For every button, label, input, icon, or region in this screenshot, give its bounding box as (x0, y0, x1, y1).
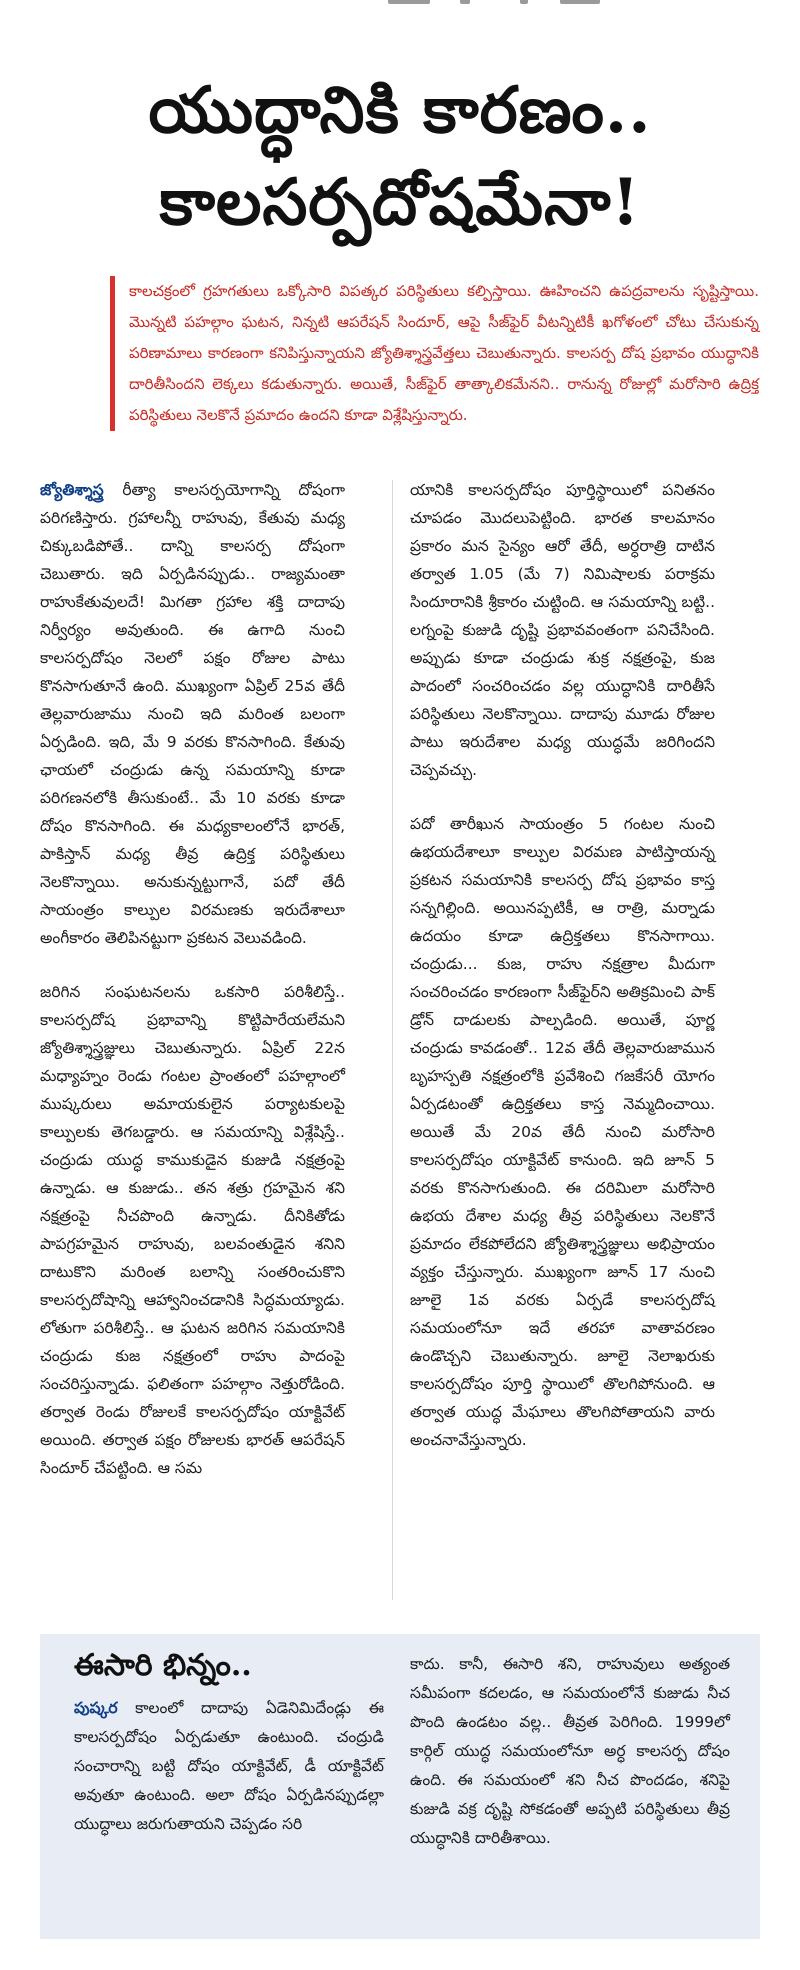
headline (40, 65, 760, 249)
column-divider (392, 480, 393, 1600)
article-column-right (410, 476, 715, 1454)
headline-line-2: కాలసర్పదోషమేనా! (159, 165, 641, 241)
article-column-left (40, 476, 345, 1482)
box-column-left (74, 1694, 384, 1839)
top-mark (388, 0, 430, 4)
paragraph: జరిగిన సంఘటనలను ఒకసారి పరిశీలిస్తే.. కాలసర్పదోష ప్రభావాన్ని కొట్టిపారేయలేమని జ్యోతిశ్శాస్త్రజ్ఞులు చెబుతున్నారు. ఏప్రిల్ 22న మధ్యాహ్నం రెండు గంటల ప్రాంతంలో పహల్గాంలో ముష్కరులు అమాయకులైన పర్యాటకులపై కాల్పులకు తెగబడ్డారు. ఆ సమయాన్ని విశ్లేషిస్తే.. చంద్రుడు యుద్ధ కాముకుడైన కుజుడి నక్షత్రంపై ఉన్నాడు. ఆ కుజుడు.. తన శత్రు గ్రహమైన శని నక్షత్రంపై నీచపొంది ఉన్నాడు. దీనికితోడు పాపగ్రహమైన రాహువు, బలవంతుడైన శనిని దాటుకొని మరింత బలాన్ని సంతరించుకొని కాలసర్పదోషాన్ని ఆహ్వానించడానికి సిద్ధమయ్యాడు. లోతుగా పరిశీలిస్తే.. ఆ ఘటన జరిగిన సమయానికి చంద్రుడు కుజ నక్షత్రంలో రాహు పాదంపై సంచరిస్తున్నాడు. ఫలితంగా పహల్గాం నెత్తురోడింది. తర్వాత రెండు రోజులకే కాలసర్పదోషం యాక్టివేట్ అయింది. తర్వాత పక్షం రోజులకు భారత్ ఆపరేషన్ సిందూర్ చేపట్టింది. ఆ సమ (40, 983, 345, 1477)
paragraph-text: కాలంలో దాదాపు ఏడెనిమిదేండ్లు ఈ కాలసర్పదోషం ఏర్పడుతూ ఉంటుంది. చంద్రుడి సంచారాన్ని బట్టి దోషం యాక్టివేట్, డీ యాక్టివేట్ అవుతూ ఉంటుంది. అలా దోషం ఏర్పడినప్పుడల్లా యుద్ధాలు జరుగుతాయని చెప్పడం సరి (74, 1699, 384, 1833)
headline-line-1: యుద్ధానికి కారణం.. (148, 73, 652, 149)
paragraph: యానికి కాలసర్పదోషం పూర్తిస్థాయిలో పనితనం చూపడం మొదలుపెట్టింది. భారత కాలమానం ప్రకారం మన సైన్యం ఆరో తేదీ, అర్ధరాత్రి దాటిన తర్వాత 1.05 (మే 7) నిమిషాలకు పరాక్రమ సిందూరానికి శ్రీకారం చుట్టింది. ఆ సమయాన్ని బట్టి.. లగ్నంపై కుజుడి దృష్టి ప్రభావవంతంగా పనిచేసింది. అప్పుడు కూడా చంద్రుడు శుక్ర నక్షత్రంపై, కుజ పాదంలో సంచరించడం వల్ల యుద్ధానికి దారితీసే పరిస్థితులు నెలకొన్నాయి. దాదాపు మూడు రోజుల పాటు ఇరుదేశాల మధ్య యుద్ధమే జరిగిందని చెప్పవచ్చు. (410, 481, 715, 779)
top-mark (460, 0, 470, 4)
lead-word: పుష్కర (74, 1699, 118, 1717)
box-column-right: కాదు. కానీ, ఈసారి శని, రాహువులు అత్యంత సమీపంగా కదలడం, ఆ సమయంలోనే కుజుడు నీచ పొంది ఉండటం వల్ల.. తీవ్రత పెరిగింది. 1999లో కార్గిల్ యుద్ధ సమయంలోనూ అర్ధ కాలసర్ప దోషం ఉంది. ఈ సమయంలో శని నీచ పొందడం, శనిపై కుజుడి వక్ర దృష్టి సోకడంతో అప్పటి పరిస్థితులు తీవ్ర యుద్ధానికి దారితీశాయి. (410, 1655, 730, 1847)
paragraph-text: రీత్యా కాలసర్పయోగాన్ని దోషంగా పరిగణిస్తారు. గ్రహాలన్నీ రాహువు, కేతువు మధ్య చిక్కుబడిపోతే.. దాన్ని కాలసర్ప దోషంగా చెబుతారు. ఇది ఏర్పడినప్పుడు.. రాజ్యమంతా రాహుకేతువులదే! మిగతా గ్రహాల శక్తి దాదాపు నిర్వీర్యం అవుతుంది. ఈ ఉగాది నుంచి కాలసర్పదోషం నెలలో పక్షం రోజుల పాటు కొనసాగుతూనే ఉంది. ముఖ్యంగా ఏప్రిల్ 25వ తేదీ తెల్లవారుజాము నుంచి ఇది మరింత బలంగా ఏర్పడింది. ఇది, మే 9 వరకు కొనసాగింది. కేతువు ఛాయలో చంద్రుడు ఉన్న సమయాన్ని కూడా పరిగణనలోకి తీసుకుంటే.. మే 10 వరకు కూడా దోషం కొనసాగింది. ఈ మధ్యకాలంలోనే భారత్, పాకిస్తాన్ మధ్య తీవ్ర ఉద్రిక్త పరిస్థితులు నెలకొన్నాయి. అనుకున్నట్టుగానే, పదో తేదీ సాయంత్రం కాల్పుల విరమణకు ఇరుదేశాలూ అంగీకారం తెలిపినట్టుగా ప్రకటన వెలువడింది. (40, 481, 345, 947)
top-strip (0, 0, 800, 8)
top-mark (520, 0, 528, 4)
lead-word: జ్యోతిశ్శాస్త్ర (40, 481, 104, 499)
top-mark (560, 0, 600, 4)
paragraph (40, 476, 345, 952)
box-title: ఈసారి భిన్నం.. (74, 1648, 252, 1683)
paragraph: పదో తారీఖున సాయంత్రం 5 గంటల నుంచి ఉభయదేశాలూ కాల్పుల విరమణ పాటిస్తాయన్న ప్రకటన సమయానికి కాలసర్ప దోష ప్రభావం కాస్త సన్నగిల్లింది. అయినప్పటికీ, ఆ రాత్రి, మర్నాడు ఉదయం కూడా ఉద్రిక్తతలు కొనసాగాయి. చంద్రుడు... కుజ, రాహు నక్షత్రాల మీదుగా సంచరించడం కారణంగా సీజ్‌ఫైర్‌ని అతిక్రమించి పాక్ డ్రోన్ దాడులకు పాల్పడింది. అయితే, పూర్ణ చంద్రుడు కావడంతో.. 12వ తేదీ తెల్లవారుజామున బృహస్పతి నక్షత్రంలోకి ప్రవేశించి గజకేసరీ యోగం ఏర్పడటంతో ఉద్రిక్తతలు కాస్త నెమ్మదించాయి. అయితే మే 20వ తేదీ నుంచి మరోసారి కాలసర్పదోషం యాక్టివేట్ కానుంది. ఇది జూన్ 5 వరకు కొనసాగుతుంది. ఈ దరిమిలా మరోసారి ఉభయ దేశాల మధ్య తీవ్ర పరిస్థితులు నెలకొనే ప్రమాదం లేకపోలేదని జ్యోతిశ్శాస్త్రజ్ఞులు అభిప్రాయం వ్యక్తం చేస్తున్నారు. ముఖ్యంగా జూన్ 17 నుంచి జూలై 1వ వరకు ఏర్పడే కాలసర్పదోష సమయంలోనూ ఇదే తరహా వాతావరణం ఉండొచ్చని చెబుతున్నారు. జూలై నెలాఖరుకు కాలసర్పదోషం పూర్తి స్థాయిలో తొలగిపోనుంది. ఆ తర్వాత యుద్ధ మేఘాలు తొలగిపోతాయని వారు అంచనావేస్తున్నారు. (410, 815, 715, 1449)
sidebar-box (40, 1634, 760, 1939)
intro-paragraph: కాలచక్రంలో గ్రహగతులు ఒక్కోసారి విపత్కర పరిస్థితులు కల్పిస్తాయి. ఊహించని ఉపద్రవాలను సృష్టిస్తాయి. మొన్నటి పహల్గాం ఘటన, నిన్నటి ఆపరేషన్ సిందూర్, ఆపై సీజ్‌ఫైర్ వీటన్నిటికీ ఖగోళంలో చోటు చేసుకున్న పరిణామాలు కారణంగా కనిపిస్తున్నాయని జ్యోతిశ్శాస్త్రవేత్తలు చెబుతున్నారు. కాలసర్ప దోష ప్రభావం యుద్ధానికి దారితీసిందని లెక్కలు కడుతున్నారు. అయితే, సీజ్‌ఫైర్ తాత్కాలికమేనని.. రానున్న రోజుల్లో మరోసారి ఉద్రిక్త పరిస్థితులు నెలకొనే ప్రమాదం ఉందని కూడా విశ్లేషిస్తున్నారు. (110, 276, 759, 431)
